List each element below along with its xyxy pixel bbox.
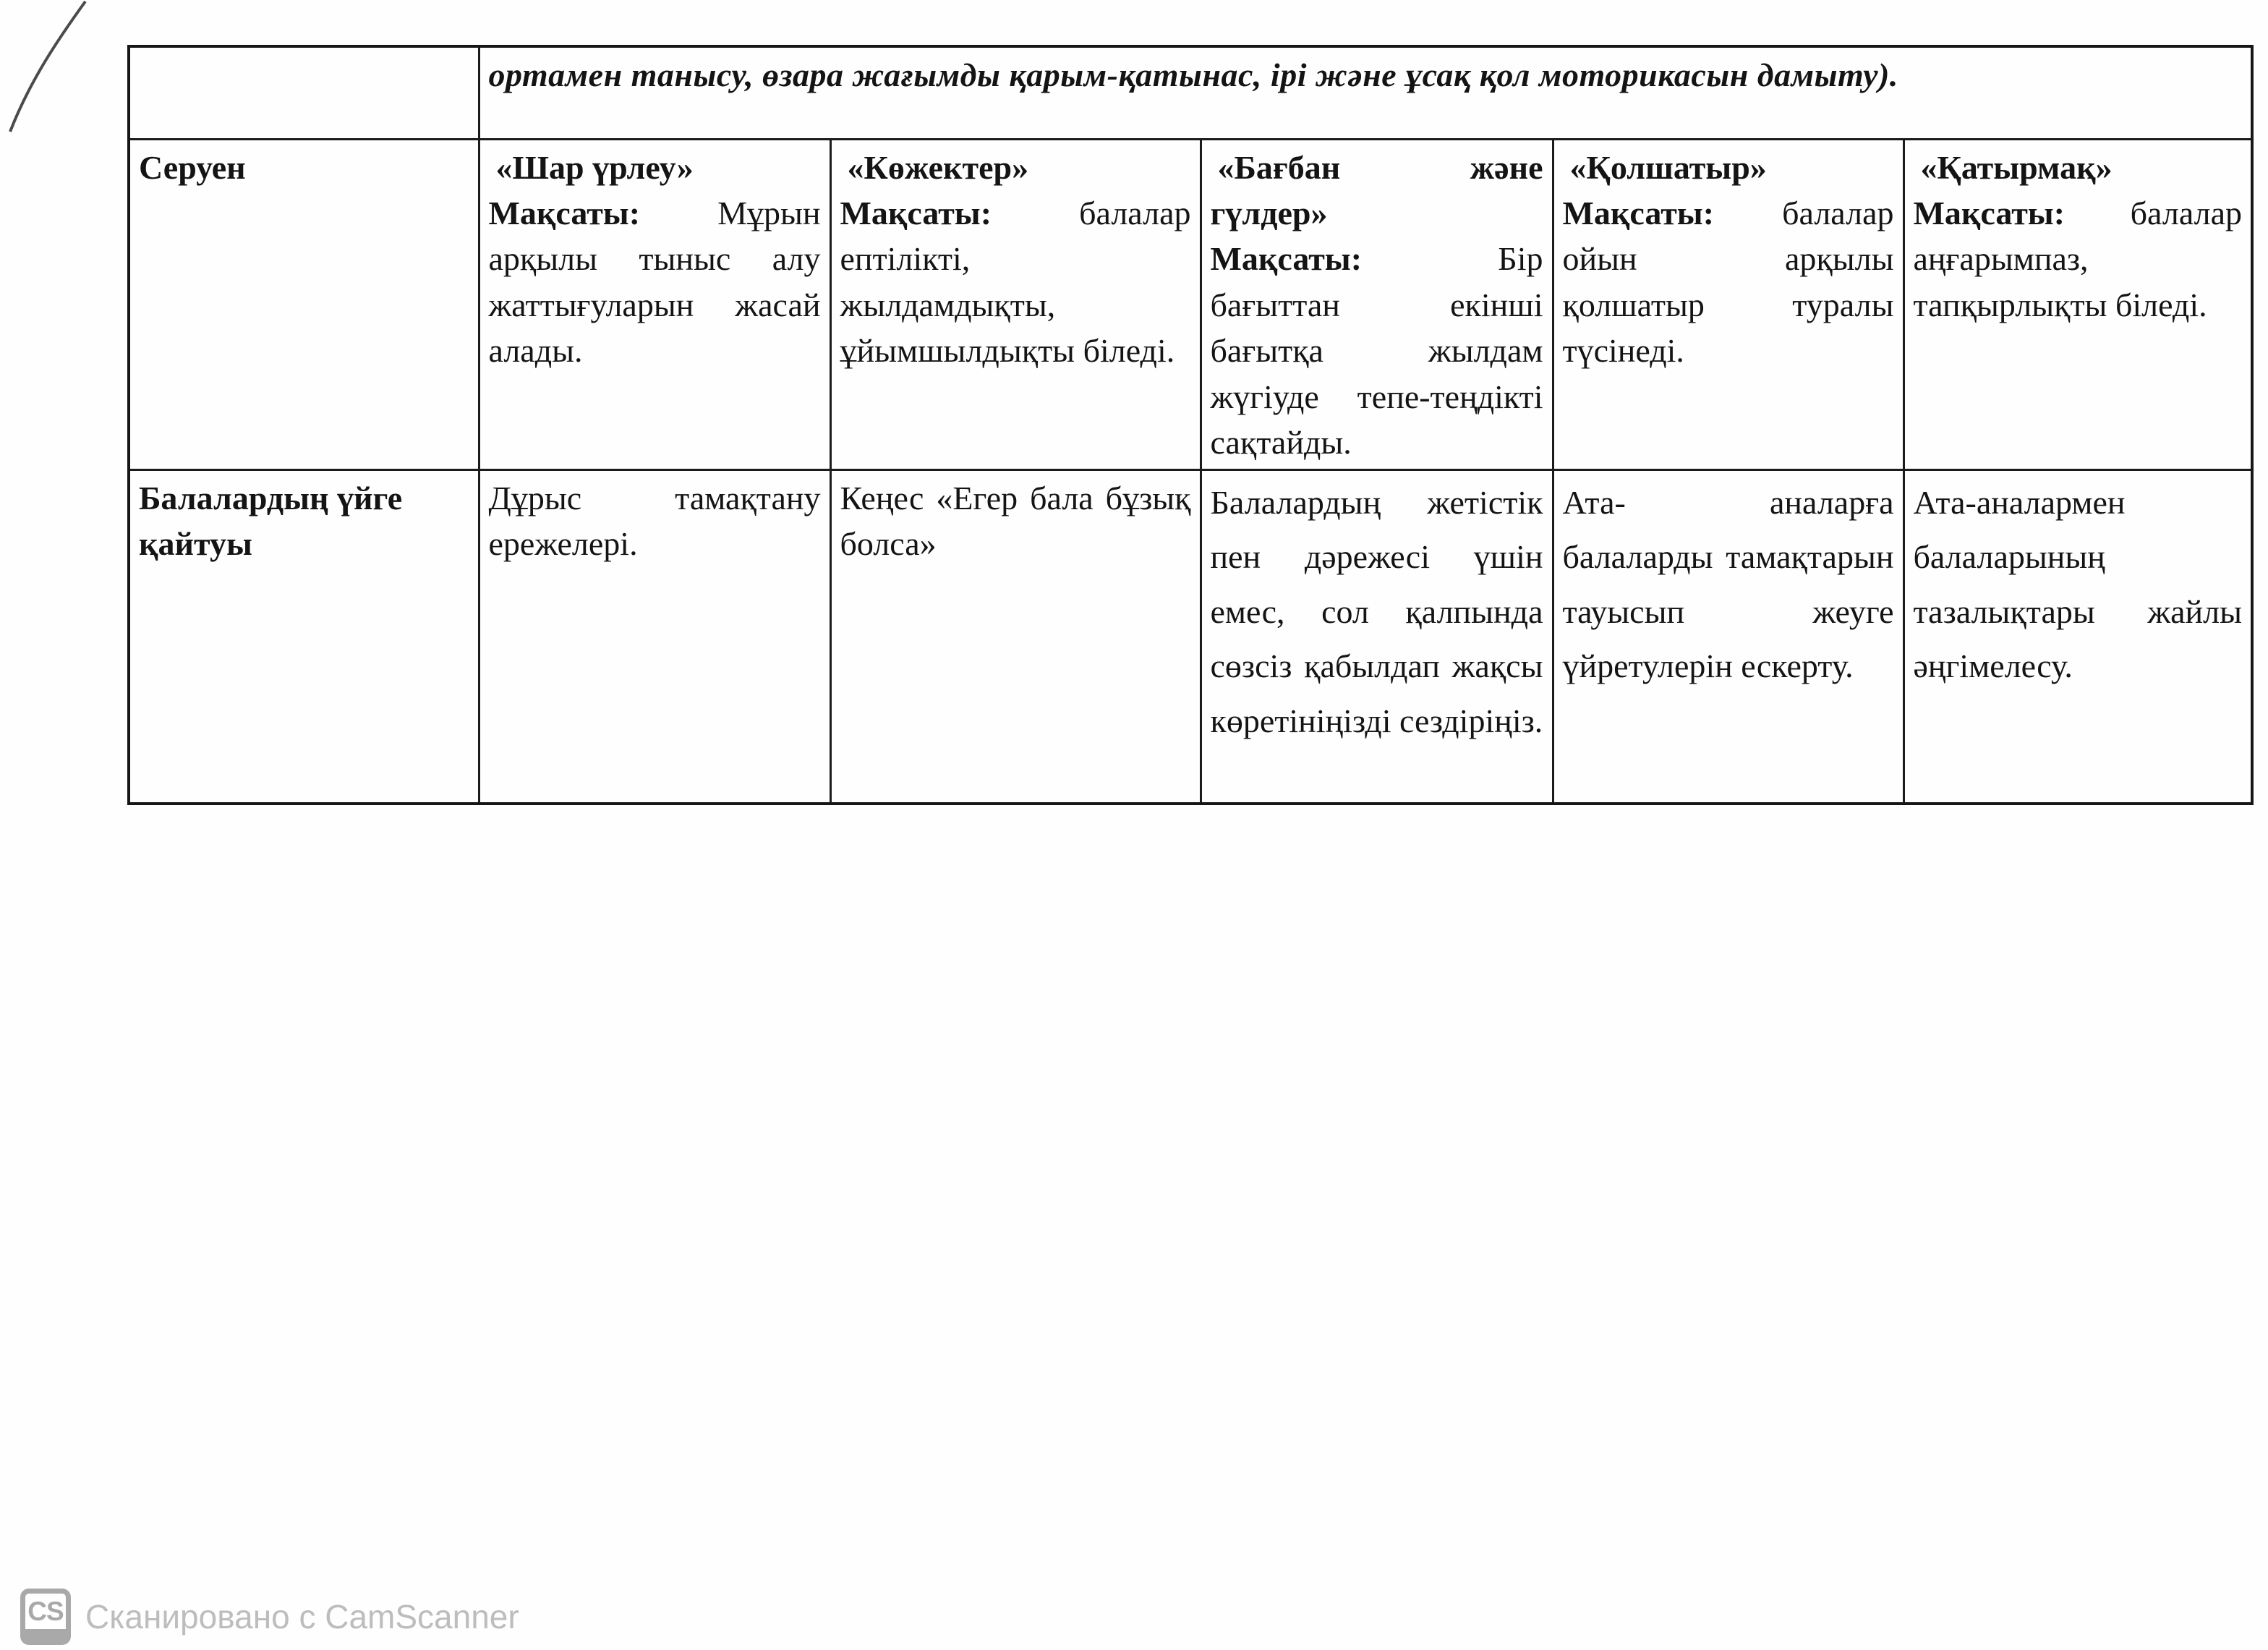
activity-goal: Мақсаты: Бір бағыттан екінші бағытқа жылдам жүгіуде тепе-теңдікті сақтайды. xyxy=(1210,240,1543,462)
activity-title: «Шар үрлеу» xyxy=(495,148,694,186)
table-row-seruen xyxy=(129,139,2252,469)
activity-goal: Мақсаты: балалар ептілікті, жылдамдықты, ұйымшылдықты біледі. xyxy=(840,194,1191,370)
activity-title: «Көжектер» xyxy=(847,148,1029,186)
activity-cell-4 xyxy=(1553,139,1904,469)
header-continuation-cell xyxy=(479,46,2252,139)
pen-stroke-mark xyxy=(0,0,130,145)
home-cell-3: Балалардың жетістік пен дәрежесі үшін емес, сол қалпында сөзсіз қабылдап жақсы көретініңізді сездіріңіз. xyxy=(1201,469,1553,804)
activity-goal: Мақсаты: балалар аңғарымпаз, тапқырлықты біледі. xyxy=(1913,194,2243,323)
home-cell-2: Кеңес «Егер бала бұзық болса» xyxy=(830,469,1201,804)
home-cell-5: Ата-аналармен балаларының тазалықтары жайлы әңгімелесу. xyxy=(1904,469,2252,804)
header-continuation-text: ортамен танысу, өзара жағымды қарым-қатынас, ірі және ұсақ қол моторикасын дамыту). xyxy=(488,56,1898,93)
activity-goal: Мақсаты: балалар ойын арқылы қолшатыр туралы түсінеді. xyxy=(1562,194,1894,370)
activity-cell-2 xyxy=(830,139,1201,469)
activity-cell-3 xyxy=(1201,139,1553,469)
camscanner-logo-text: CS xyxy=(27,1596,64,1626)
camscanner-watermark xyxy=(20,1589,519,1645)
activity-title: «Қатырмақ» xyxy=(1920,148,2113,186)
table-row-header xyxy=(129,46,2252,139)
activity-cell-1 xyxy=(479,139,830,469)
row-label-seruen: Серуен xyxy=(129,139,479,469)
activity-title: «Қолшатыр» xyxy=(1569,148,1767,186)
camscanner-watermark-text: Сканировано с CamScanner xyxy=(85,1598,519,1636)
home-cell-1: Дұрыс тамақтану ережелері. xyxy=(479,469,830,804)
row-label-home-return: Балалардың үйге қайтуы xyxy=(129,469,479,804)
home-cell-4: Ата- аналарға балаларды тамақтарын тауысып жеуге үйретулерін ескерту. xyxy=(1553,469,1904,804)
table-row-home-return xyxy=(129,469,2252,804)
activity-cell-5 xyxy=(1904,139,2252,469)
activity-title: «Бағбан және гүлдер» xyxy=(1210,148,1543,231)
schedule-table xyxy=(127,45,2254,805)
camscanner-logo-icon xyxy=(20,1589,71,1645)
activity-goal: Мақсаты: Мұрын арқылы тыныс алу жаттығуларын жасай алады. xyxy=(488,194,821,370)
empty-corner-cell xyxy=(129,46,479,139)
